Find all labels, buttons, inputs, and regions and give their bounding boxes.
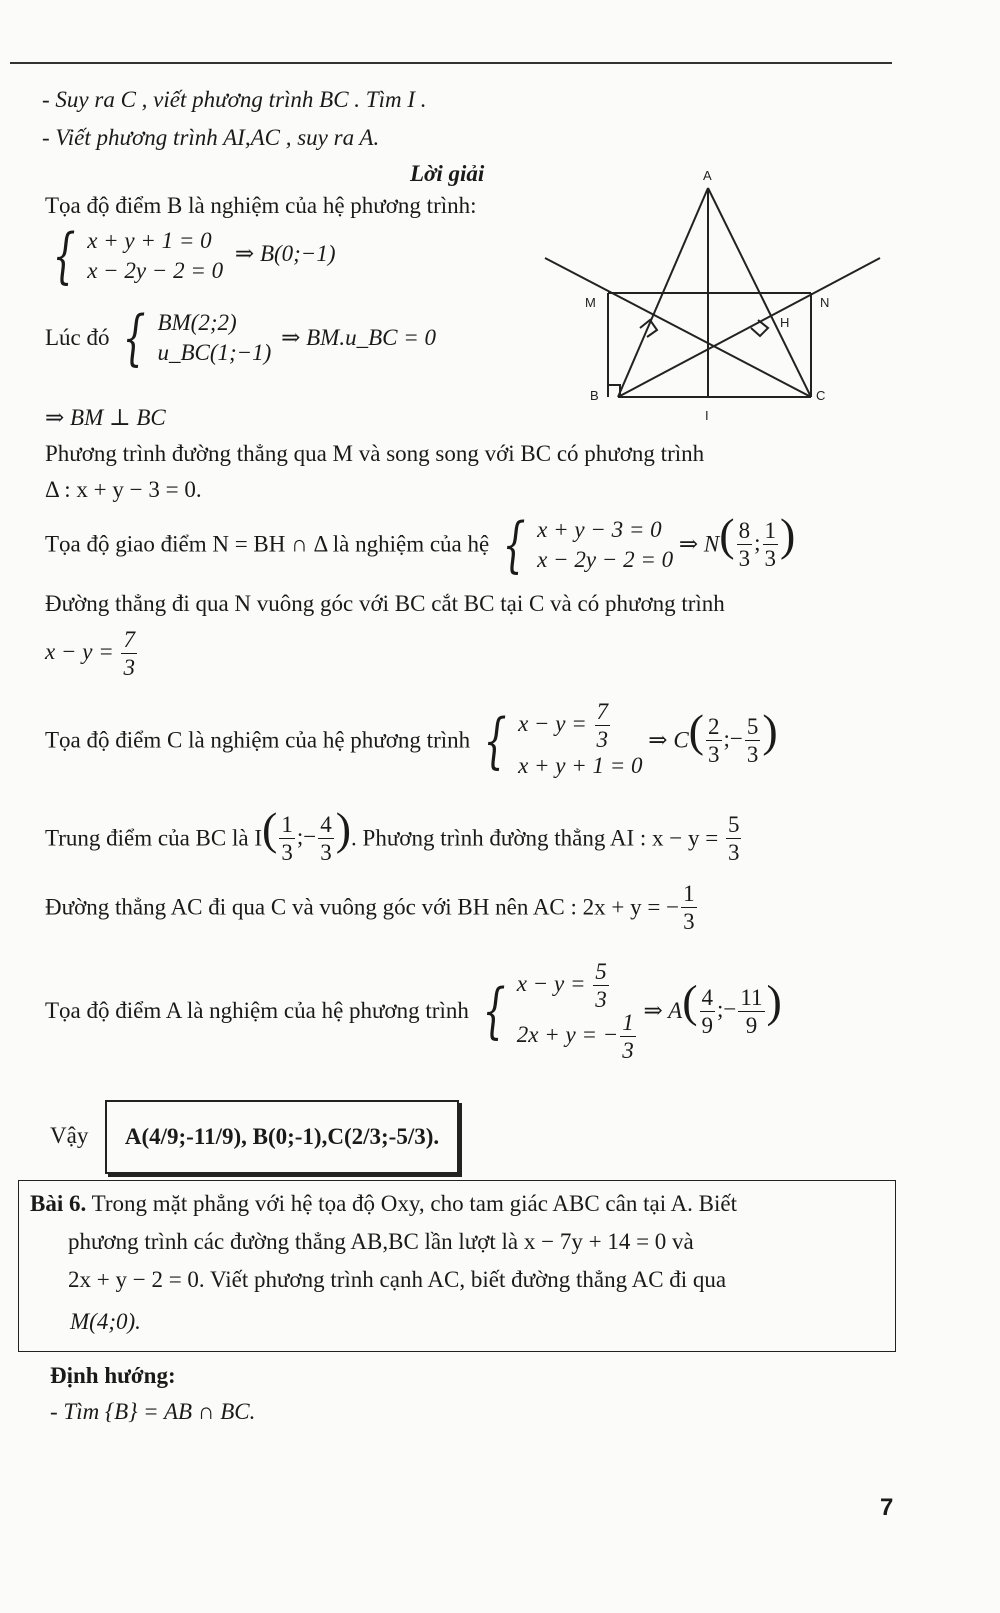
hint-line-2: - Viết phương trình AI,AC , suy ra A. [42, 125, 380, 150]
text-l6a: Đường thẳng đi qua N vuông góc với BC cắt BC tại C và có phương trình [45, 591, 725, 616]
system-5: Tọa độ điểm A là nghiệm của hệ phương trình { x − y = $\frac{5}{3}$ 2x + y = − $\frac{1}{3}$ ⇒ A( $\frac{4}{9}$ ;− $\frac{11}{9}$ ) [45, 959, 782, 1063]
text-l4b: Δ : x + y − 3 = 0. [45, 477, 202, 502]
problem-line-1: Bài 6. Trong mặt phẳng với hệ tọa độ Oxy, cho tam giác ABC cân tại A. Biết [30, 1191, 738, 1216]
text-l8: Trung điểm của BC là I( $\frac{1}{3}$ ;− $\frac{4}{3}$ ). Phương trình đường thẳng AI : x − y = $\frac{5}{3}$ [45, 803, 740, 866]
text-l3: ⇒ BM ⊥ BC [45, 405, 166, 430]
direction-item: - Tìm {B} = AB ∩ BC. [50, 1399, 256, 1424]
hint-line-1: - Suy ra C , viết phương trình BC . Tìm I . [42, 87, 427, 112]
conclusion-lead: Vậy [50, 1123, 89, 1148]
text-l9: Đường thẳng AC đi qua C và vuông góc với BH nên AC : 2x + y = − $\frac{1}{3}$ [45, 881, 695, 934]
system-3: Tọa độ giao điểm N = BH ∩ Δ là nghiệm của hệ { x + y − 3 = 0 x − 2y − 2 = 0 ⇒ N( $\frac{8}{3}$ ; $\frac{1}{3}$ ) [45, 509, 796, 580]
text-l4a: Phương trình đường thẳng qua M và song song với BC có phương trình [45, 441, 705, 466]
system-2: Lúc đó { BM(2;2) u_BC(1;−1) ⇒ BM.u_BC = 0 [45, 303, 436, 373]
system-1: { x + y + 1 = 0 x − 2y − 2 = 0 ⇒ B(0;−1) [52, 221, 336, 291]
label-N: N [820, 295, 830, 310]
label-I: I [705, 408, 709, 420]
geometry-figure [540, 160, 890, 420]
label-A: A [703, 168, 712, 183]
solution-title: Lời giải [410, 161, 485, 186]
text-l6b: x − y = $\frac{7}{3}$ [45, 627, 135, 680]
right-angle-mark-2 [751, 320, 768, 336]
label-B: B [590, 388, 599, 403]
line-through-M [545, 258, 811, 397]
conclusion-box: A(4/9;-11/9), B(0;-1),C(2/3;-5/3). [105, 1100, 459, 1174]
label-H: H [780, 315, 790, 330]
direction-title: Định hướng: [50, 1363, 176, 1388]
problem-line-3: 2x + y − 2 = 0. Viết phương trình cạnh AC, biết đường thẳng AC đi qua [68, 1267, 727, 1292]
line-BH [618, 258, 880, 397]
label-C: C [816, 388, 826, 403]
system-4: Tọa độ điểm C là nghiệm của hệ phương trình { x − y = $\frac{7}{3}$ x + y + 1 = 0 ⇒ C( $\frac{2}{3}$ ;− $\frac{5}{3}$ ) [45, 699, 778, 778]
problem-line-4: M(4;0). [70, 1309, 141, 1334]
header-rule [10, 62, 892, 64]
page-number: 7 [880, 1494, 894, 1521]
text-l1: Tọa độ điểm B là nghiệm của hệ phương trình: [45, 193, 477, 218]
problem-line-2: phương trình các đường thẳng AB,BC lần lượt là x − 7y + 14 = 0 và [68, 1229, 694, 1254]
label-M: M [585, 295, 596, 310]
